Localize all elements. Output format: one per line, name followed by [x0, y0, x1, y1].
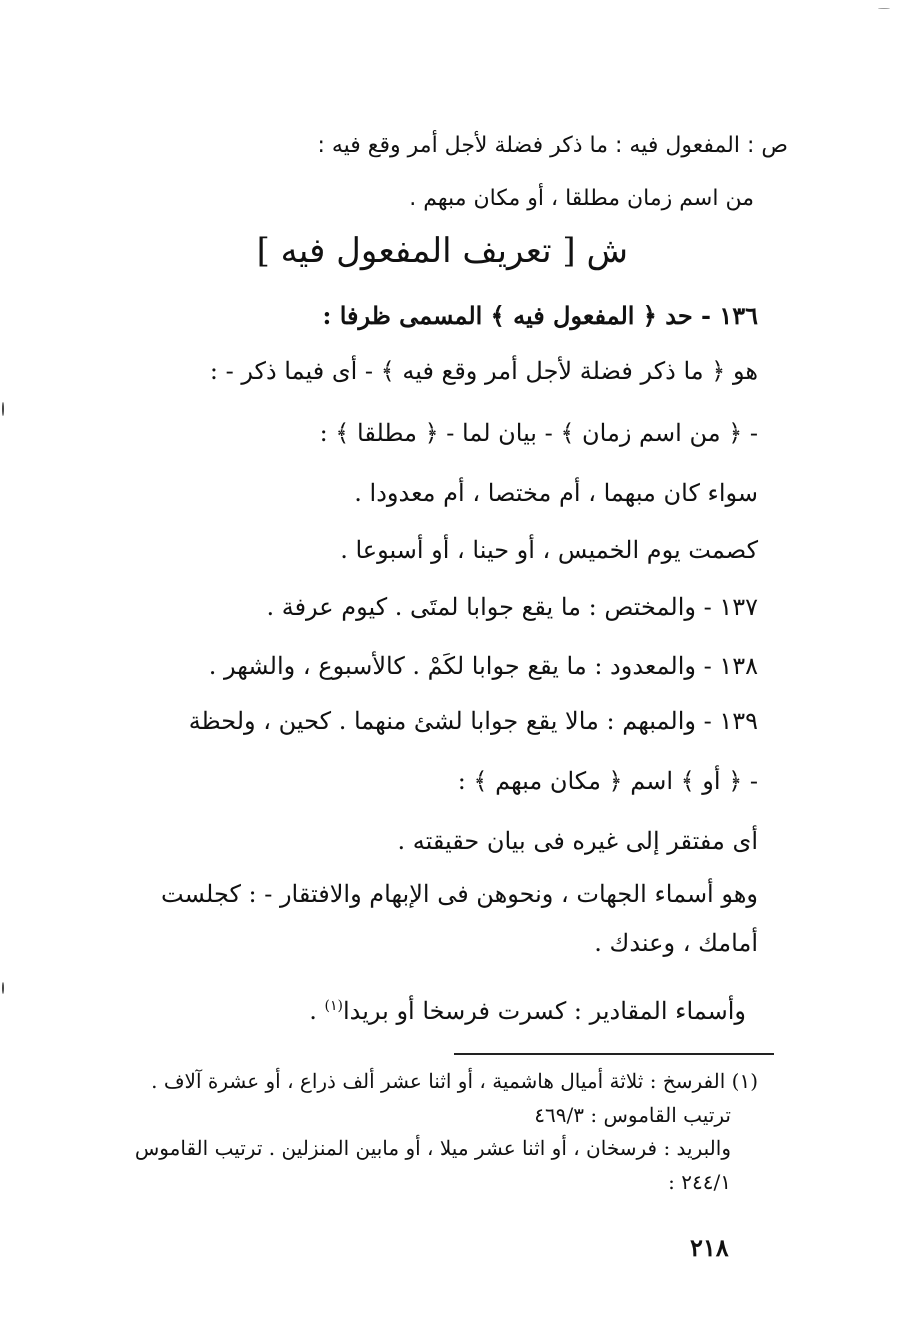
matn-line-2: من اسم زمان مطلقا ، أو مكان مبهم . — [409, 186, 754, 211]
page-number: ٢١٨ — [690, 1233, 729, 1262]
example-line: كصمت يوم الخميس ، أو حينا ، أو أسبوعا . — [340, 536, 758, 564]
footnote-1-line-1: (١) الفرسخ : ثلاثة أميال هاشمية ، أو اثنا عشر ألف ذراع ، أو عشرة آلاف . — [151, 1069, 758, 1093]
scan-mark — [878, 8, 890, 9]
directions-line-1: وهو أسماء الجهات ، ونحوهن فى الإبهام والافتقار - : كجلست — [161, 880, 758, 908]
paragraph-136: ١٣٦ - حد ﴿ المفعول فيه ﴾ المسمى ظرفا : — [322, 301, 758, 330]
sawa-line: سواء كان مبهما ، أم مختصا ، أم معدودا . — [354, 479, 758, 507]
scan-mark — [2, 402, 4, 416]
muftaqir-line: أى مفتقر إلى غيره فى بيان حقيقته . — [397, 827, 758, 855]
scan-mark — [2, 982, 4, 994]
paragraph-137: ١٣٧ - والمختص : ما يقع جوابا لمتَى . كيوم عرفة . — [266, 593, 758, 621]
definition-line: هو ﴿ ما ذكر فضلة لأجل أمر وقع فيه ﴾ - أى فيما ذكر - : — [209, 357, 758, 385]
footnote-1-line-2: ترتيب القاموس : ٤٦٩/٣ — [534, 1103, 731, 1127]
footnote-marker[interactable]: (١) — [324, 998, 343, 1014]
footnote-2-line-1: والبريد : فرسخان ، أو اثنا عشر ميلا ، أو مابين المنزلين . ترتيب القاموس — [134, 1136, 731, 1160]
measures-text: وأسماء المقادير : كسرت فرسخا أو بريدا — [342, 997, 746, 1025]
footnote-rule — [454, 1053, 774, 1055]
paragraph-139: ١٣٩ - والمبهم : مالا يقع جوابا لشئ منهما . كحين ، ولحظة — [188, 707, 758, 735]
place-noun-line: - ﴿ أو ﴾ اسم ﴿ مكان مبهم ﴾ : — [457, 767, 758, 795]
matn-line-1: ص : المفعول فيه : ما ذكر فضلة لأجل أمر وقع فيه : — [317, 133, 788, 158]
measures-end: . — [309, 997, 325, 1025]
footnote-2-line-2: ٢٤٤/١ : — [668, 1170, 731, 1194]
directions-line-2: أمامك ، وعندك . — [594, 929, 758, 957]
section-heading: ش [ تعريف المفعول فيه ] — [256, 231, 628, 271]
time-noun-line: - ﴿ من اسم زمان ﴾ - بيان لما - ﴿ مطلقا ﴾ : — [319, 419, 758, 447]
paragraph-138: ١٣٨ - والمعدود : ما يقع جوابا لكَمْ . كالأسبوع ، والشهر . — [208, 652, 758, 680]
measures-line — [309, 988, 746, 1024]
